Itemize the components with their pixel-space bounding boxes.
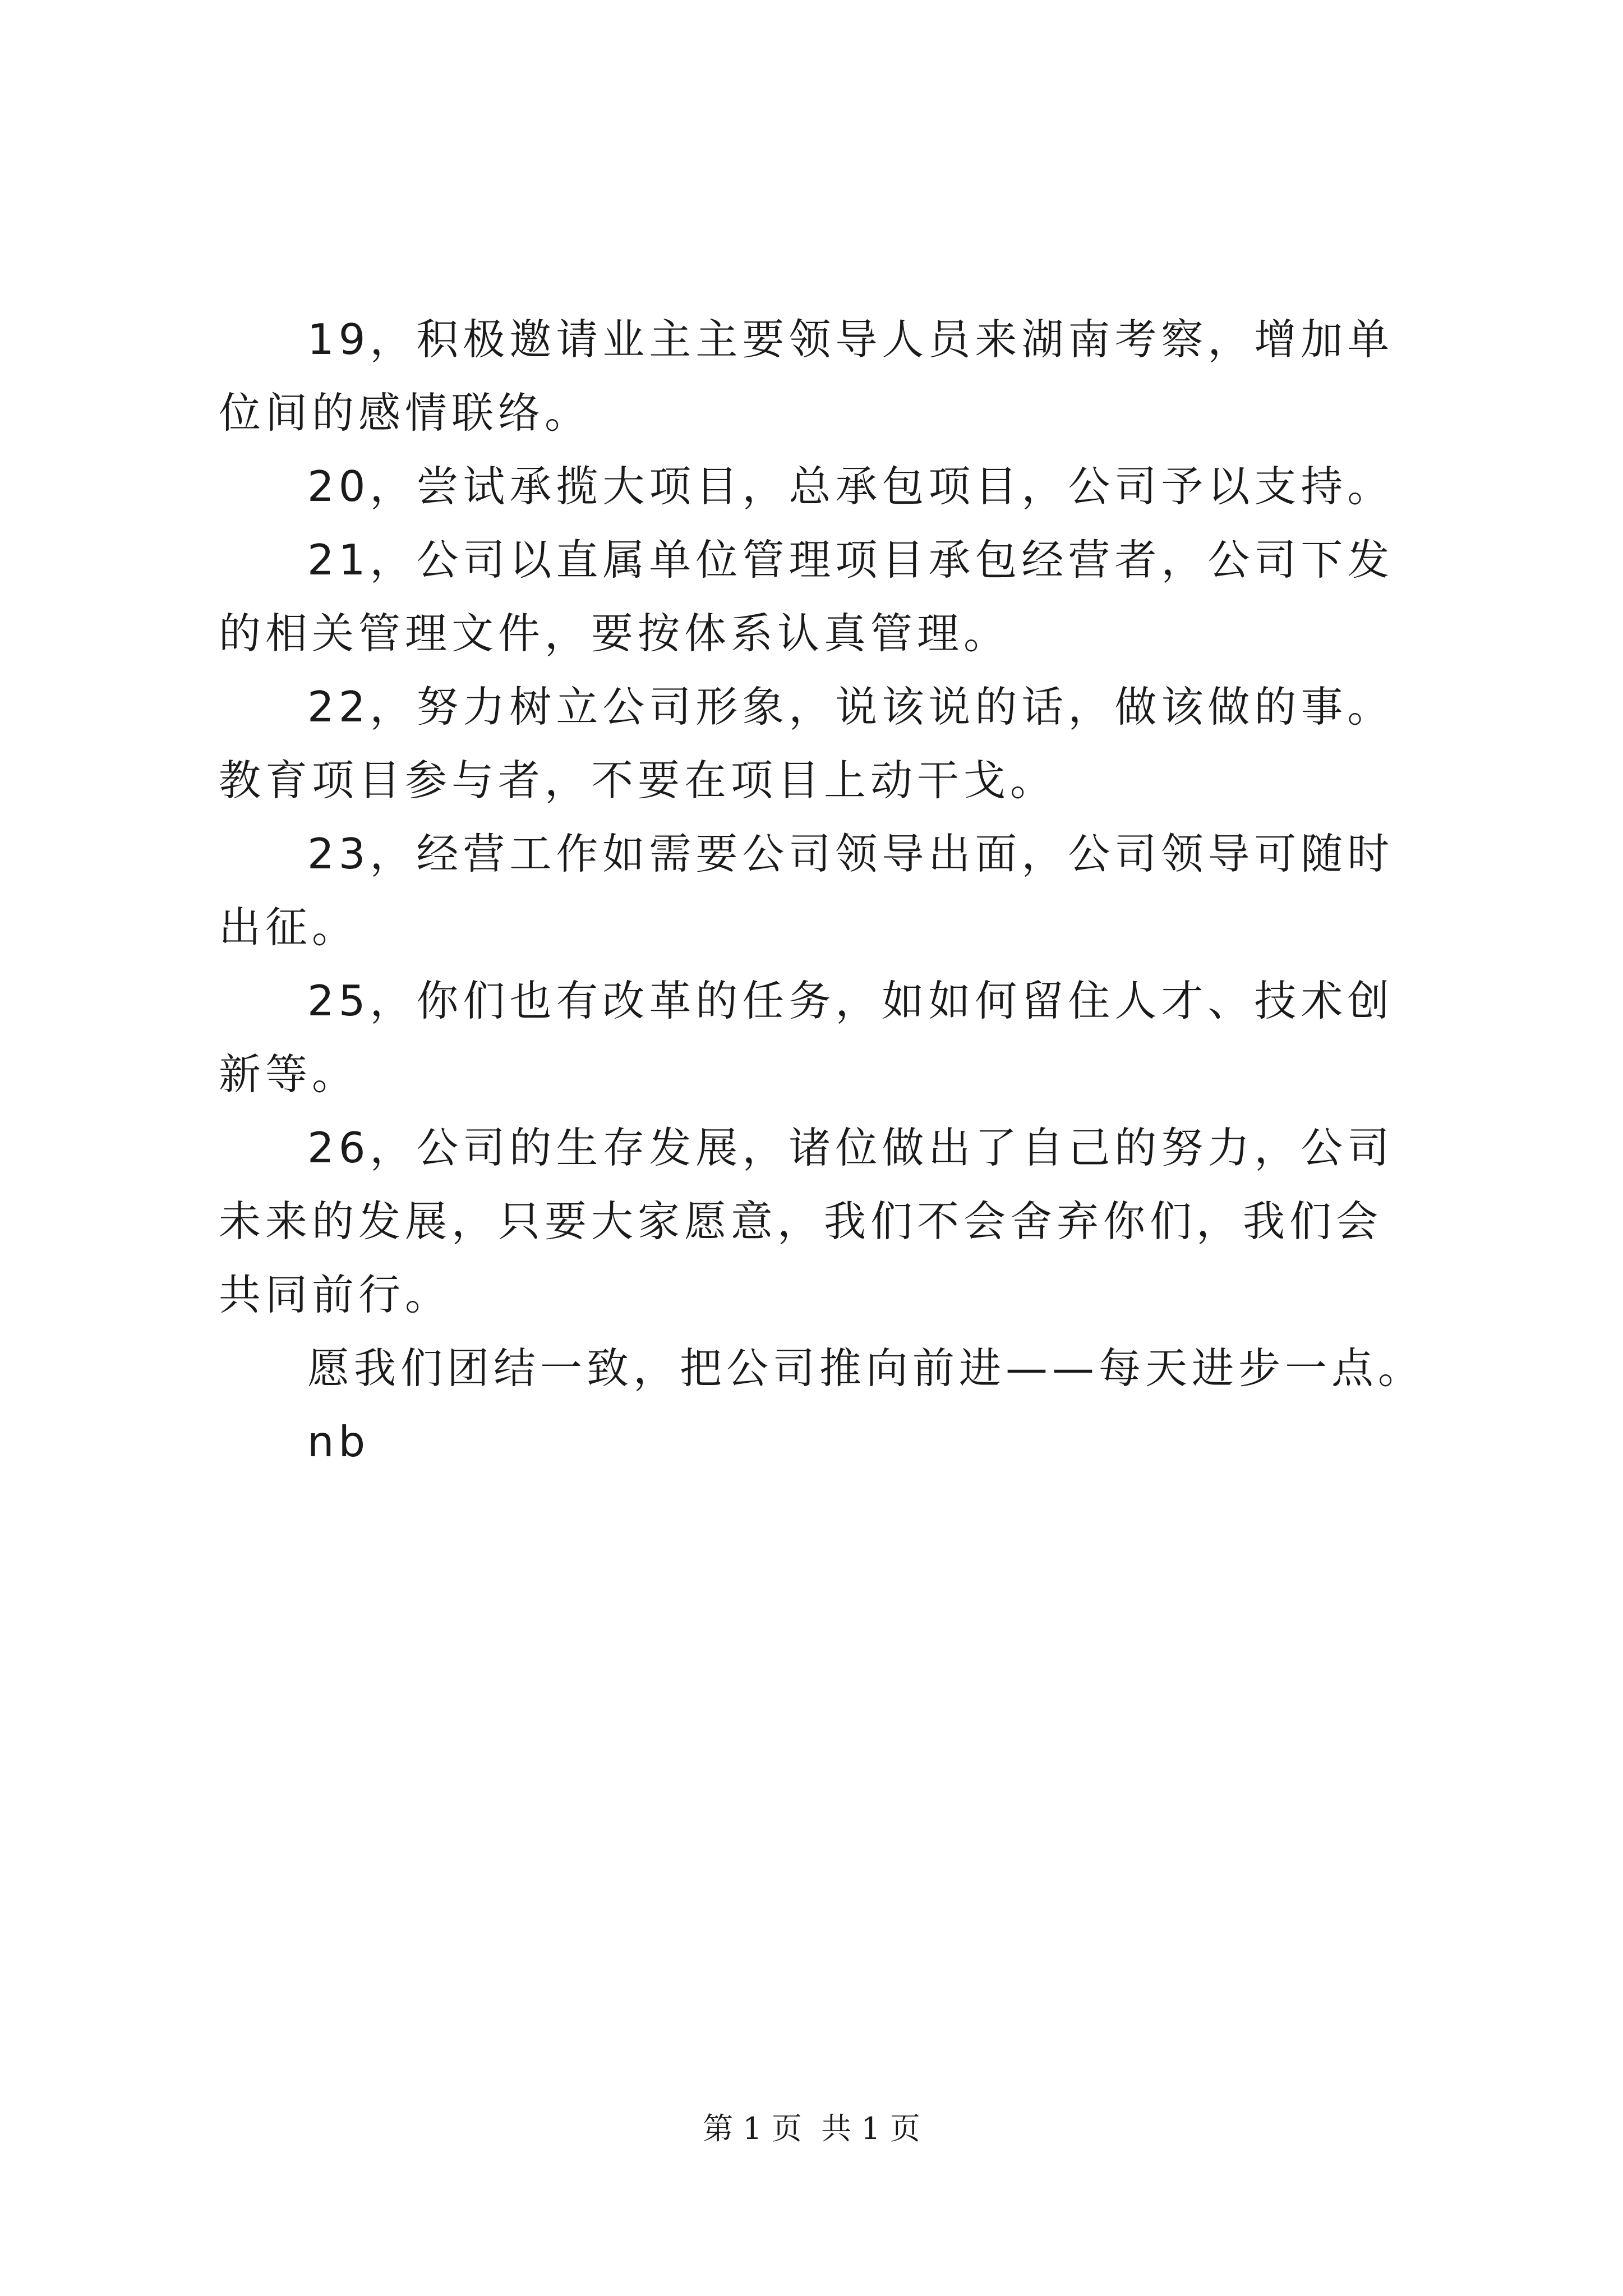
paragraph-26: 26，公司的生存发展，诸位做出了自己的努力，公司未来的发展，只要大家愿意，我们不会舍弃你们，我们会共同前行。	[219, 1123, 1394, 1319]
document-body	[219, 303, 1424, 1479]
paragraph-20: 20，尝试承揽大项目，总承包项目，公司予以支持。	[307, 462, 1394, 511]
paragraph-19: 19，积极邀请业主主要领导人员来湖南考察，增加单位间的感情联络。	[219, 315, 1394, 438]
paragraph-23: 23，经营工作如需要公司领导出面，公司领导可随时出征。	[219, 829, 1394, 952]
page-number-label: 第 1 页 共 1 页	[703, 2111, 920, 2146]
trailing-text: nb	[307, 1417, 370, 1466]
page-footer	[0, 2109, 1623, 2148]
closing-paragraph: 愿我们团结一致，把公司推向前进——每天进步一点。	[307, 1343, 1425, 1393]
paragraph-21: 21，公司以直属单位管理项目承包经营者，公司下发的相关管理文件，要按体系认真管理。	[219, 535, 1394, 658]
paragraph-22: 22，努力树立公司形象，说该说的话，做该做的事。教育项目参与者，不要在项目上动干戈。	[219, 682, 1394, 805]
paragraph-25: 25，你们也有改革的任务，如如何留住人才、技术创新等。	[219, 976, 1394, 1099]
